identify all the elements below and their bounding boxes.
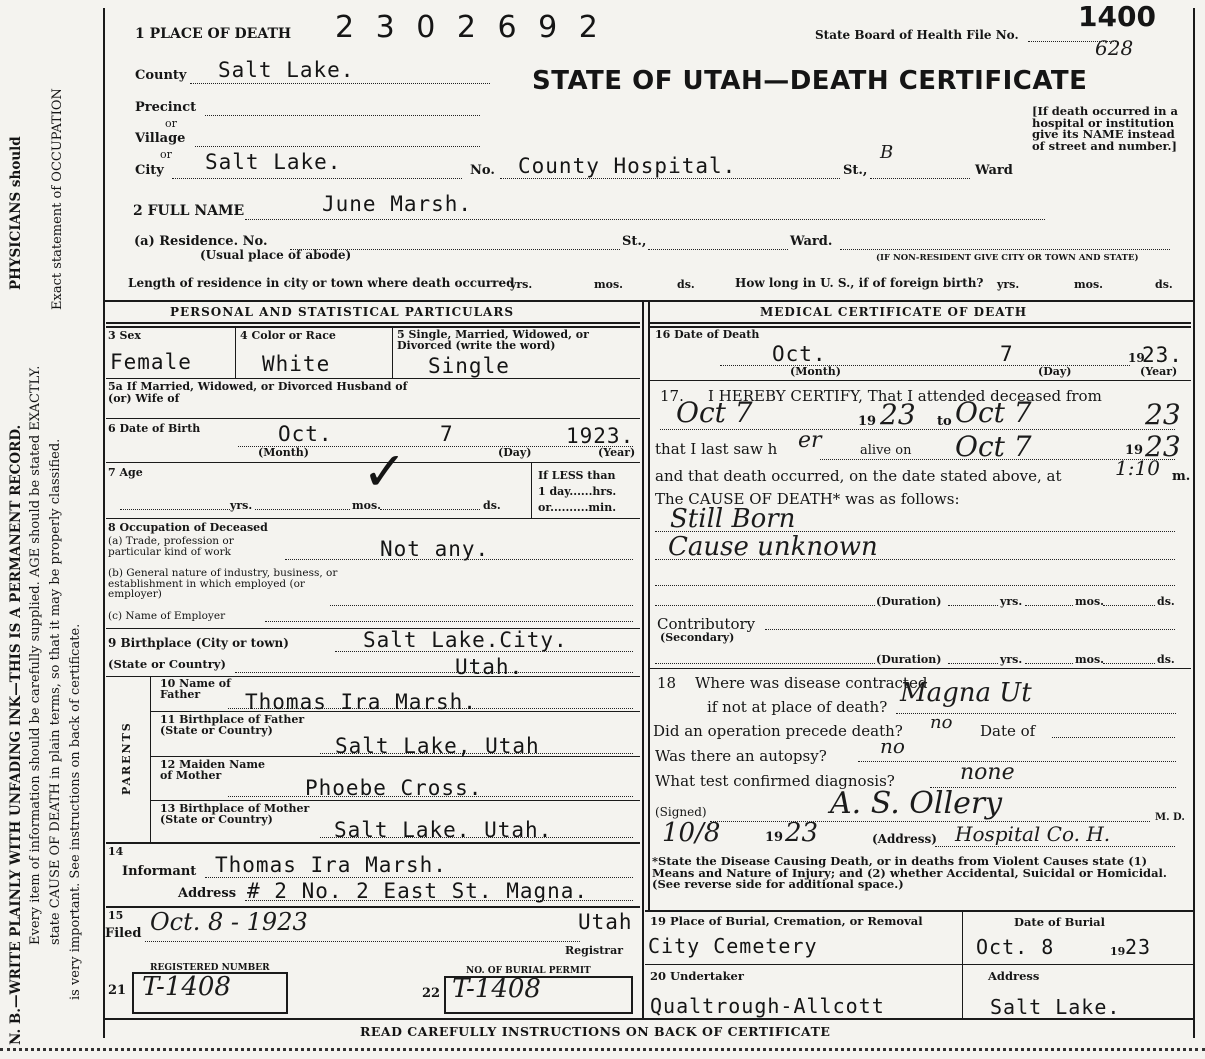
full-name-label: 2 FULL NAME — [133, 203, 245, 219]
side-note-1b: PHYSICIANS should — [8, 136, 24, 290]
father-birthplace-label: 11 Birthplace of Father (State or Country) — [160, 713, 305, 737]
undertaker-address: Salt Lake. — [990, 995, 1121, 1019]
full-name-value: June Marsh. — [322, 192, 473, 216]
dob-label: 6 Date of Birth — [108, 422, 201, 435]
mother-label: 12 Maiden Name of Mother — [160, 758, 265, 782]
side-note-2b: Exact statement of OCCUPATION — [50, 88, 65, 310]
registered-number-label: REGISTERED NUMBER — [150, 963, 270, 973]
attended-to-year: 23 — [1145, 398, 1181, 431]
side-note-3: state CAUSE OF DEATH in plain terms, so that it may be properly classified. — [48, 438, 63, 945]
residence-label: (a) Residence. No. — [134, 234, 268, 249]
operation-label: Did an operation precede death? — [653, 722, 903, 740]
file-number-sub: 628 — [1095, 36, 1134, 60]
parents-label: PARENTS — [120, 721, 133, 795]
test-answer: none — [960, 760, 1015, 785]
death-date-label: 16 Date of Death — [655, 328, 760, 341]
dob-year: 1923. — [566, 424, 635, 448]
city-value: Salt Lake. — [205, 150, 342, 174]
street-no-label: No. — [470, 163, 495, 178]
ward-label: Ward — [975, 163, 1013, 178]
county-value: Salt Lake. — [218, 58, 355, 82]
disease-contracted-label: Where was disease contracted — [695, 674, 928, 692]
registrar-label: Registrar — [565, 944, 624, 957]
certify-text: I HEREBY CERTIFY, That I attended deceased from — [708, 387, 1102, 405]
place-of-death-label: 1 PLACE OF DEATH — [135, 26, 292, 42]
burial-place: City Cemetery — [648, 934, 818, 958]
margin-mark: B — [880, 142, 894, 163]
nonresident-note: (IF NON-RESIDENT GIVE CITY OR TOWN AND STATE) — [876, 253, 1139, 263]
perforation — [0, 1048, 1205, 1051]
last-saw-year: 23 — [1145, 430, 1181, 463]
father-birthplace: Salt Lake, Utah — [335, 734, 540, 758]
dob-day: 7 — [440, 422, 454, 446]
state-board-label: State Board of Health File No. — [815, 28, 1019, 42]
occurred-time: 1:10 — [1115, 456, 1160, 480]
mother-name: Phoebe Cross. — [305, 776, 483, 800]
residence-st-label: St., — [622, 234, 647, 249]
undertaker-label: 20 Undertaker — [650, 969, 744, 983]
physician-address: Hospital Co. H. — [955, 822, 1111, 846]
physician-signature: A. S. Ollery — [830, 786, 1003, 821]
dob-month: Oct. — [278, 422, 333, 446]
less-than-label: If LESS than — [538, 469, 616, 482]
last-saw-date: Oct 7 — [955, 430, 1032, 463]
certificate-title: STATE OF UTAH—DEATH CERTIFICATE — [532, 66, 1088, 96]
birthplace-city: Salt Lake.City. — [363, 628, 568, 652]
birthplace-label: 9 Birthplace (City or town) — [108, 636, 289, 650]
death-month: Oct. — [772, 342, 827, 366]
test-label: What test confirmed diagnosis? — [655, 772, 895, 790]
occupation-value: Not any. — [380, 537, 490, 561]
hospital-note: [If death occurred in a hospital or institution give its NAME instead of street and number.] — [1032, 104, 1178, 153]
institution-value: County Hospital. — [518, 154, 737, 178]
father-label: 10 Name of Father — [160, 677, 231, 701]
color-value: White — [262, 352, 331, 376]
side-note-2: Every item of information should be carefully supplied. AGE should be stated EXACTLY. — [28, 365, 43, 945]
filed-state: Utah — [578, 910, 633, 934]
burial-permit-label: NO. OF BURIAL PERMIT — [466, 966, 591, 976]
disease-contracted-answer: Magna Ut — [900, 678, 1032, 708]
frame-left — [103, 8, 105, 1038]
signed-date: 10/8 — [662, 818, 721, 848]
side-note-1: N. B.—WRITE PLAINLY WITH UNFADING INK—THIS IS A PERMANENT RECORD. — [8, 424, 24, 1045]
mother-birthplace: Salt Lake. Utah. — [334, 818, 553, 842]
column-divider — [642, 300, 644, 1018]
physician-address-label: (Address) — [872, 832, 937, 846]
date-of-label: Date of — [980, 722, 1036, 740]
undertaker: Qualtrough-Allcott — [650, 994, 885, 1018]
sex-value: Female — [110, 350, 192, 374]
burial-date: Oct. 8 — [976, 935, 1055, 959]
spouse-label: 5a If Married, Widowed, or Divorced Husband of (or) Wife of — [108, 380, 408, 405]
cause-footnote: *State the Disease Causing Death, or in deaths from Violent Causes state (1) Means and Nature of Injury; and (2) whether Accidental, Suicidal or Homicidal. (See reverse side for additional space.) — [652, 854, 1167, 891]
death-day: 7 — [1000, 342, 1014, 366]
cause-primary: Still Born — [670, 504, 796, 534]
cause-secondary: Cause unknown — [668, 532, 878, 562]
last-saw-her: er — [798, 428, 822, 453]
age-checkmark: ✓ — [362, 440, 408, 503]
employer-label: (c) Name of Employer — [108, 610, 226, 622]
frame-right — [1193, 8, 1195, 1038]
filed-label: Filed — [105, 926, 142, 941]
length-of-residence-label: Length of residence in city or town where death occurred — [128, 276, 515, 290]
street-label: St., — [843, 163, 868, 178]
residence-sub-label: (Usual place of abode) — [200, 248, 352, 262]
birthplace-state: Utah. — [455, 655, 524, 679]
signed-year: 23 — [785, 818, 819, 848]
disease-contracted-label-2: if not at place of death? — [707, 698, 888, 716]
footer-instruction: READ CAREFULLY INSTRUCTIONS ON BACK OF CERTIFICATE — [360, 1024, 831, 1039]
undertaker-address-label: Address — [988, 969, 1040, 983]
occupation-a-label: (a) Trade, profession or particular kind of work — [108, 535, 234, 558]
precinct-label: Precinct — [135, 100, 197, 115]
marital-value: Single — [428, 354, 510, 378]
color-label: 4 Color or Race — [240, 329, 336, 342]
father-name: Thomas Ira Marsh. — [245, 690, 477, 714]
informant-label: Informant — [122, 864, 197, 879]
informant-address-label: Address — [178, 886, 237, 901]
residence-ward-label: Ward. — [790, 234, 833, 249]
medical-section-title: MEDICAL CERTIFICATE OF DEATH — [760, 305, 1028, 319]
burial-date-label: Date of Burial — [1014, 915, 1106, 929]
secondary-label: (Secondary) — [660, 631, 735, 644]
burial-place-label: 19 Place of Burial, Cremation, or Removal — [650, 914, 923, 928]
occurred-text: and that death occurred, on the date stated above, at — [655, 467, 1062, 485]
attended-from-year: 23 — [880, 398, 916, 431]
marital-label: 5 Single, Married, Widowed, or Divorced (write the word) — [397, 328, 589, 352]
autopsy-answer: no — [880, 734, 905, 758]
side-note-4: is very important. See instructions on back of certificate. — [68, 623, 83, 1000]
burial-permit-number: T-1408 — [452, 974, 541, 1004]
signed-label: (Signed) — [655, 805, 707, 819]
filed-date: Oct. 8 - 1923 — [150, 908, 308, 936]
county-label: County — [135, 68, 187, 83]
attended-to: Oct 7 — [955, 396, 1032, 429]
informant-name: Thomas Ira Marsh. — [215, 853, 447, 877]
cause-label: The CAUSE OF DEATH* was as follows: — [655, 490, 960, 508]
sex-label: 3 Sex — [108, 329, 141, 342]
certificate-number: 2 3 0 2 6 9 2 — [335, 10, 604, 45]
personal-section-title: PERSONAL AND STATISTICAL PARTICULARS — [170, 305, 515, 319]
death-year: 23. — [1142, 343, 1183, 367]
operation-answer: no — [930, 712, 953, 733]
occupation-label: 8 Occupation of Deceased — [108, 521, 268, 534]
contributory-label: Contributory — [657, 615, 756, 633]
registered-number: T-1408 — [142, 972, 231, 1002]
attended-from: Oct 7 — [676, 396, 753, 429]
file-number: 1400 — [1078, 0, 1156, 33]
occupation-b-label: (b) General nature of industry, business, or establishment in which employed (or employer) — [108, 567, 338, 600]
age-label: 7 Age — [108, 466, 143, 479]
city-label: City — [135, 163, 164, 178]
burial-year: 23 — [1125, 935, 1152, 959]
autopsy-label: Was there an autopsy? — [655, 747, 827, 765]
birthplace-state-label: (State or Country) — [108, 657, 226, 671]
mother-birthplace-label: 13 Birthplace of Mother (State or Country) — [160, 802, 310, 826]
last-saw-text: that I last saw h — [655, 440, 778, 458]
informant-address: # 2 No. 2 East St. Magna. — [247, 879, 589, 903]
village-label: Village — [135, 131, 186, 146]
foreign-birth-label: How long in U. S., if of foreign birth? — [735, 276, 984, 290]
